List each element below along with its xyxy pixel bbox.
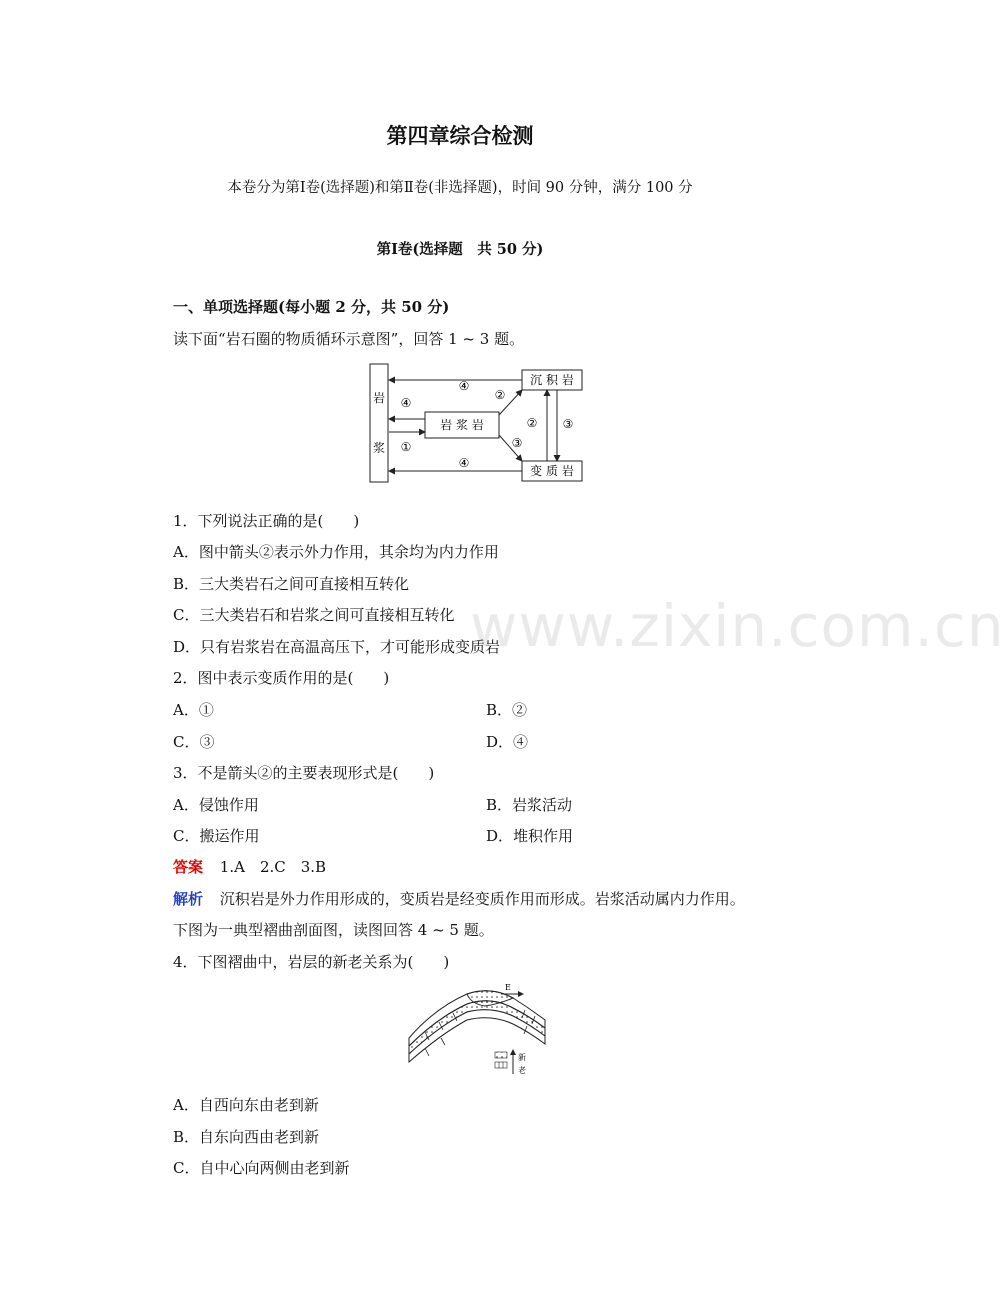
question-4-stem: 4．下图褶曲中，岩层的新老关系为( ) (173, 953, 450, 971)
question-4-option-b[interactable]: B．自东向西由老到新 (173, 1128, 320, 1146)
watermark: www.zixin.com.cn (470, 592, 1005, 660)
question-4-option-c[interactable]: C．自中心向两侧由老到新 (173, 1159, 350, 1177)
analysis-text: 沉积岩是外力作用形成的，变质岩是经变质作用而形成。岩浆活动属内力作用。 (219, 890, 745, 908)
legend-swatches (495, 1052, 507, 1068)
answer-line (173, 856, 326, 877)
fold-diagram (405, 980, 553, 1080)
question-2-option-d[interactable]: D．④ (486, 733, 529, 751)
question-1-option-c[interactable]: C．三大类岩石和岩浆之间可直接相互转化 (173, 606, 455, 624)
question-3-option-a[interactable]: A．侵蚀作用 (173, 796, 259, 814)
igneous-label: 岩 浆 岩 (440, 418, 484, 432)
arrow-label-2-diag: ② (494, 388, 506, 402)
metamorphic-label: 变 质 岩 (530, 464, 574, 478)
sedimentary-label: 沉 积 岩 (530, 373, 574, 387)
intro-text-2: 下图为一典型褶曲剖面图，读图回答 4 ~ 5 题。 (173, 921, 494, 939)
magma-box (370, 364, 388, 482)
question-3-stem: 3．不是箭头②的主要表现形式是( ) (173, 764, 435, 782)
legend-old-label: 老 (518, 1066, 526, 1075)
rock-cycle-diagram (360, 362, 590, 488)
analysis-label: 解析 (173, 890, 204, 908)
question-2-option-b[interactable]: B．② (486, 701, 528, 719)
magma-label-1: 岩 (372, 391, 386, 405)
question-1-option-b[interactable]: B．三大类岩石之间可直接相互转化 (173, 575, 410, 593)
exam-subtitle: 本卷分为第Ⅰ卷(选择题)和第Ⅱ卷(非选择题)，时间 90 分钟，满分 100 分 (227, 180, 693, 196)
arrow-label-4-left: ④ (400, 396, 412, 410)
question-3-option-c[interactable]: C．搬运作用 (173, 827, 260, 845)
intro-text: 读下面“岩石圈的物质循环示意图”，回答 1 ~ 3 题。 (173, 330, 525, 348)
question-3-option-b[interactable]: B．岩浆活动 (486, 796, 573, 814)
section-header: 一、单项选择题(每小题 2 分，共 50 分) (173, 298, 450, 316)
question-2-option-a[interactable]: A．① (173, 701, 214, 719)
east-label: E (505, 983, 511, 992)
analysis-line (173, 888, 745, 909)
arrow-label-3-diag: ③ (511, 436, 523, 450)
magma-label-2: 浆 (372, 441, 386, 455)
arrow-label-4-bottom: ④ (458, 456, 470, 470)
question-4-option-a[interactable]: A．自西向东由老到新 (173, 1096, 319, 1114)
arrow-label-2-vert: ② (526, 416, 538, 430)
question-1-option-a[interactable]: A．图中箭头②表示外力作用，其余均为内力作用 (173, 543, 499, 561)
question-1-stem: 1．下列说法正确的是( ) (173, 512, 360, 530)
question-2-option-c[interactable]: C．③ (173, 733, 215, 751)
part-header: 第Ⅰ卷(选择题 共 50 分) (376, 241, 544, 258)
page-title: 第四章综合检测 (386, 124, 534, 148)
question-1-option-d[interactable]: D．只有岩浆岩在高温高压下，才可能形成变质岩 (173, 638, 501, 656)
answer-text: 1.A 2.C 3.B (219, 858, 327, 876)
answer-label: 答案 (173, 858, 204, 876)
arrow-label-4-top: ④ (458, 379, 470, 393)
arrow-label-3-vert: ③ (562, 417, 574, 431)
question-2-stem: 2．图中表示变质作用的是( ) (173, 669, 390, 687)
arrow-label-1: ① (400, 440, 412, 454)
legend-new-label: 新 (518, 1053, 526, 1062)
question-3-option-d[interactable]: D．堆积作用 (486, 827, 574, 845)
